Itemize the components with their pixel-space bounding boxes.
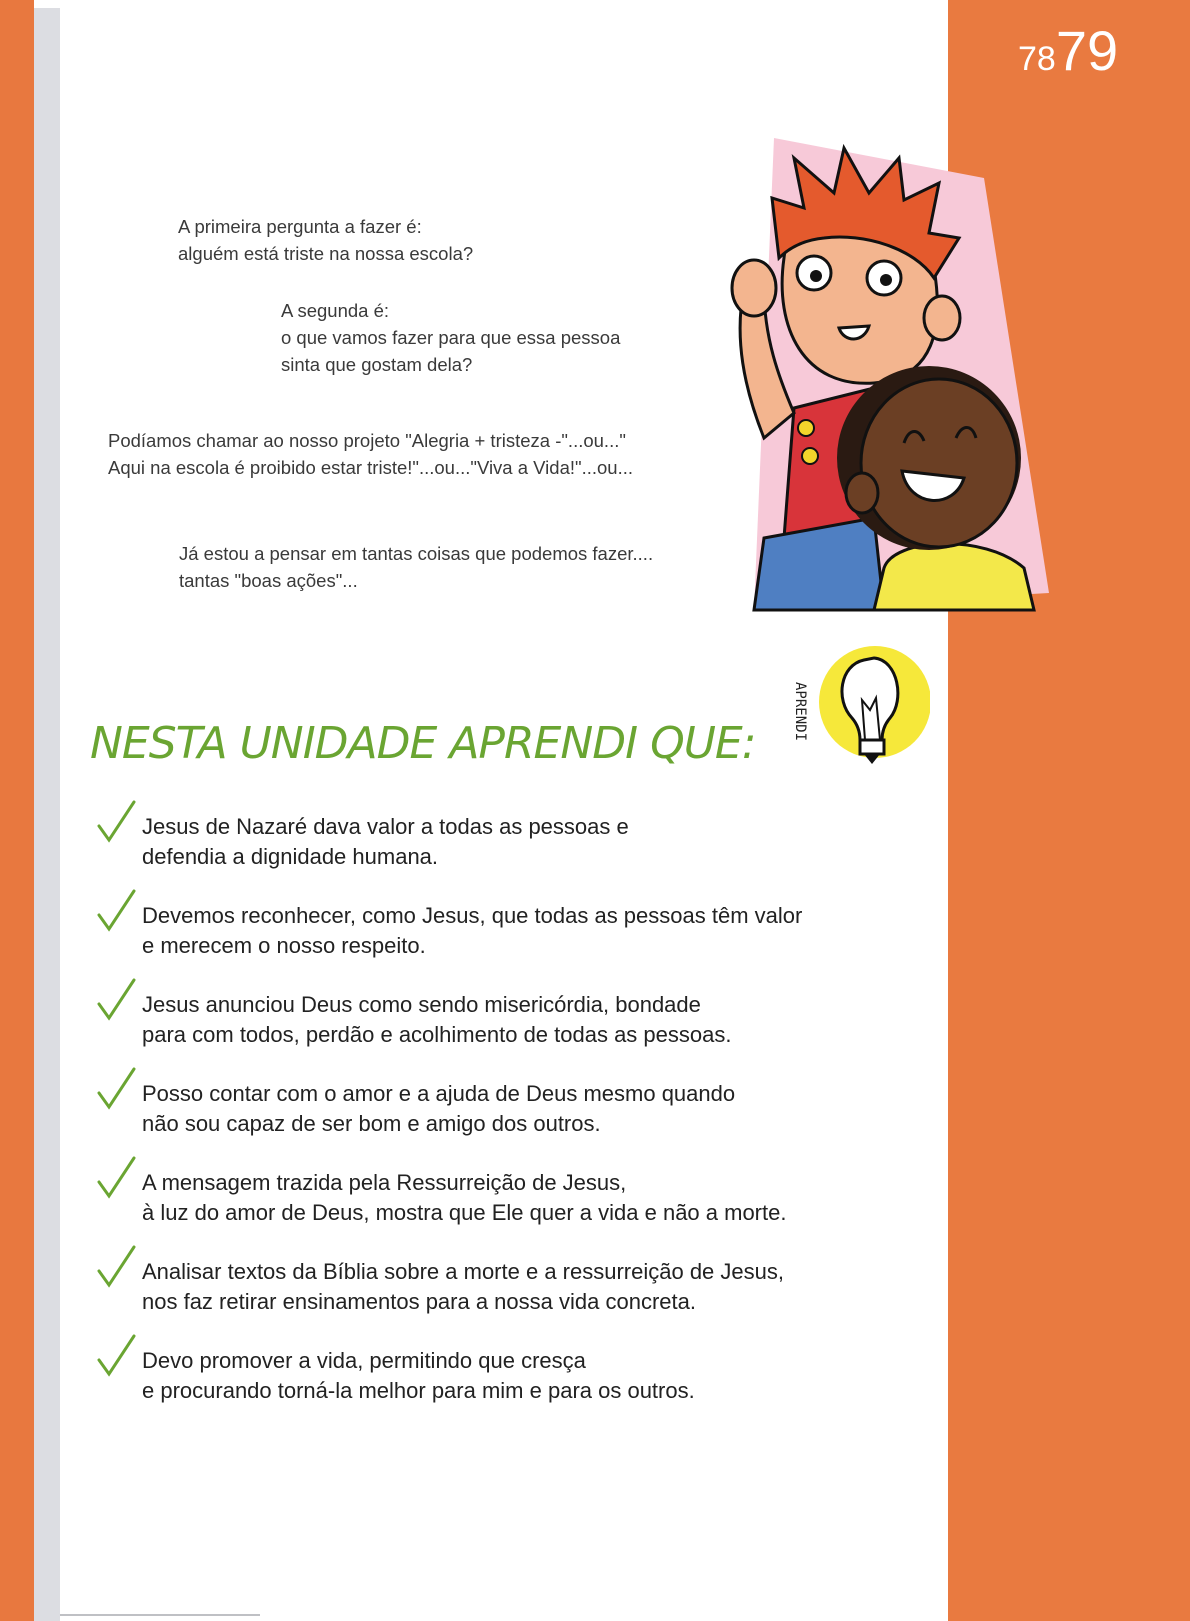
left-orange-strip [0, 0, 34, 1621]
intro-line: alguém está triste na nossa escola? [178, 243, 474, 264]
intro-project-names [108, 427, 633, 481]
checkmark-icon [96, 1065, 138, 1111]
children-illustration [724, 138, 1084, 628]
list-item-line: Jesus de Nazaré dava valor a todas as pessoas e [142, 814, 629, 839]
list-item-line: e merecem o nosso respeito. [142, 933, 426, 958]
list-item-line: Posso contar com o amor e a ajuda de Deus mesmo quando [142, 1081, 736, 1106]
list-item-text [142, 1168, 786, 1228]
list-item-text [142, 901, 802, 961]
checkmark-icon [96, 976, 138, 1022]
badge-label: APRENDI [792, 682, 808, 742]
list-item-line: não sou capaz de ser bom e amigo dos outros. [142, 1111, 601, 1136]
list-item [96, 812, 946, 901]
learned-list [96, 812, 946, 1435]
list-item-line: e procurando torná-la melhor para mim e para os outros. [142, 1378, 695, 1403]
checkmark-icon [96, 1154, 138, 1200]
left-gray-strip [34, 8, 60, 1621]
intro-line: sinta que gostam dela? [281, 354, 473, 375]
bottom-rule [60, 1614, 260, 1616]
intro-question-1 [178, 213, 473, 267]
list-item-text [142, 990, 731, 1050]
list-item [96, 1346, 946, 1435]
intro-question-2 [281, 297, 620, 378]
list-item-line: Analisar textos da Bíblia sobre a morte e a ressurreição de Jesus, [142, 1259, 784, 1284]
section-heading: NESTA UNIDADE APRENDI QUE: [90, 718, 756, 769]
list-item-text [142, 1257, 784, 1317]
list-item-line: à luz do amor de Deus, mostra que Ele quer a vida e não a morte. [142, 1200, 787, 1225]
list-item-line: nos faz retirar ensinamentos para a nossa vida concreta. [142, 1289, 696, 1314]
page-numbers [1018, 18, 1118, 83]
list-item-line: Jesus anunciou Deus como sendo misericórdia, bondade [142, 992, 701, 1017]
list-item-line: para com todos, perdão e acolhimento de todas as pessoas. [142, 1022, 732, 1047]
list-item [96, 1257, 946, 1346]
list-item-line: A mensagem trazida pela Ressurreição de Jesus, [142, 1170, 627, 1195]
page-number-left: 78 [1018, 40, 1056, 78]
list-item-line: Devo promover a vida, permitindo que cresça [142, 1348, 586, 1373]
checkmark-icon [96, 798, 138, 844]
list-item [96, 990, 946, 1079]
list-item [96, 1168, 946, 1257]
intro-good-actions [179, 540, 653, 594]
checkmark-icon [96, 1332, 138, 1378]
intro-line: A segunda é: [281, 300, 390, 321]
intro-line: A primeira pergunta a fazer é: [178, 216, 422, 237]
intro-line: Aqui na escola é proibido estar triste!"...ou..."Viva a Vida!"...ou... [108, 457, 633, 478]
checkmark-icon [96, 887, 138, 933]
list-item-line: defendia a dignidade humana. [142, 844, 439, 869]
intro-line: Já estou a pensar em tantas coisas que podemos fazer.... [179, 543, 654, 564]
intro-line: tantas "boas ações"... [179, 570, 358, 591]
list-item-text [142, 1079, 735, 1139]
list-item-line: Devemos reconhecer, como Jesus, que todas as pessoas têm valor [142, 903, 803, 928]
list-item [96, 901, 946, 990]
intro-line: o que vamos fazer para que essa pessoa [281, 327, 621, 348]
list-item-text [142, 812, 629, 872]
list-item-text [142, 1346, 695, 1406]
intro-line: Podíamos chamar ao nosso projeto "Alegria + tristeza -"...ou..." [108, 430, 626, 451]
checkmark-icon [96, 1243, 138, 1289]
page-number-right: 79 [1055, 19, 1119, 82]
list-item [96, 1079, 946, 1168]
lightbulb-icon [780, 640, 930, 770]
